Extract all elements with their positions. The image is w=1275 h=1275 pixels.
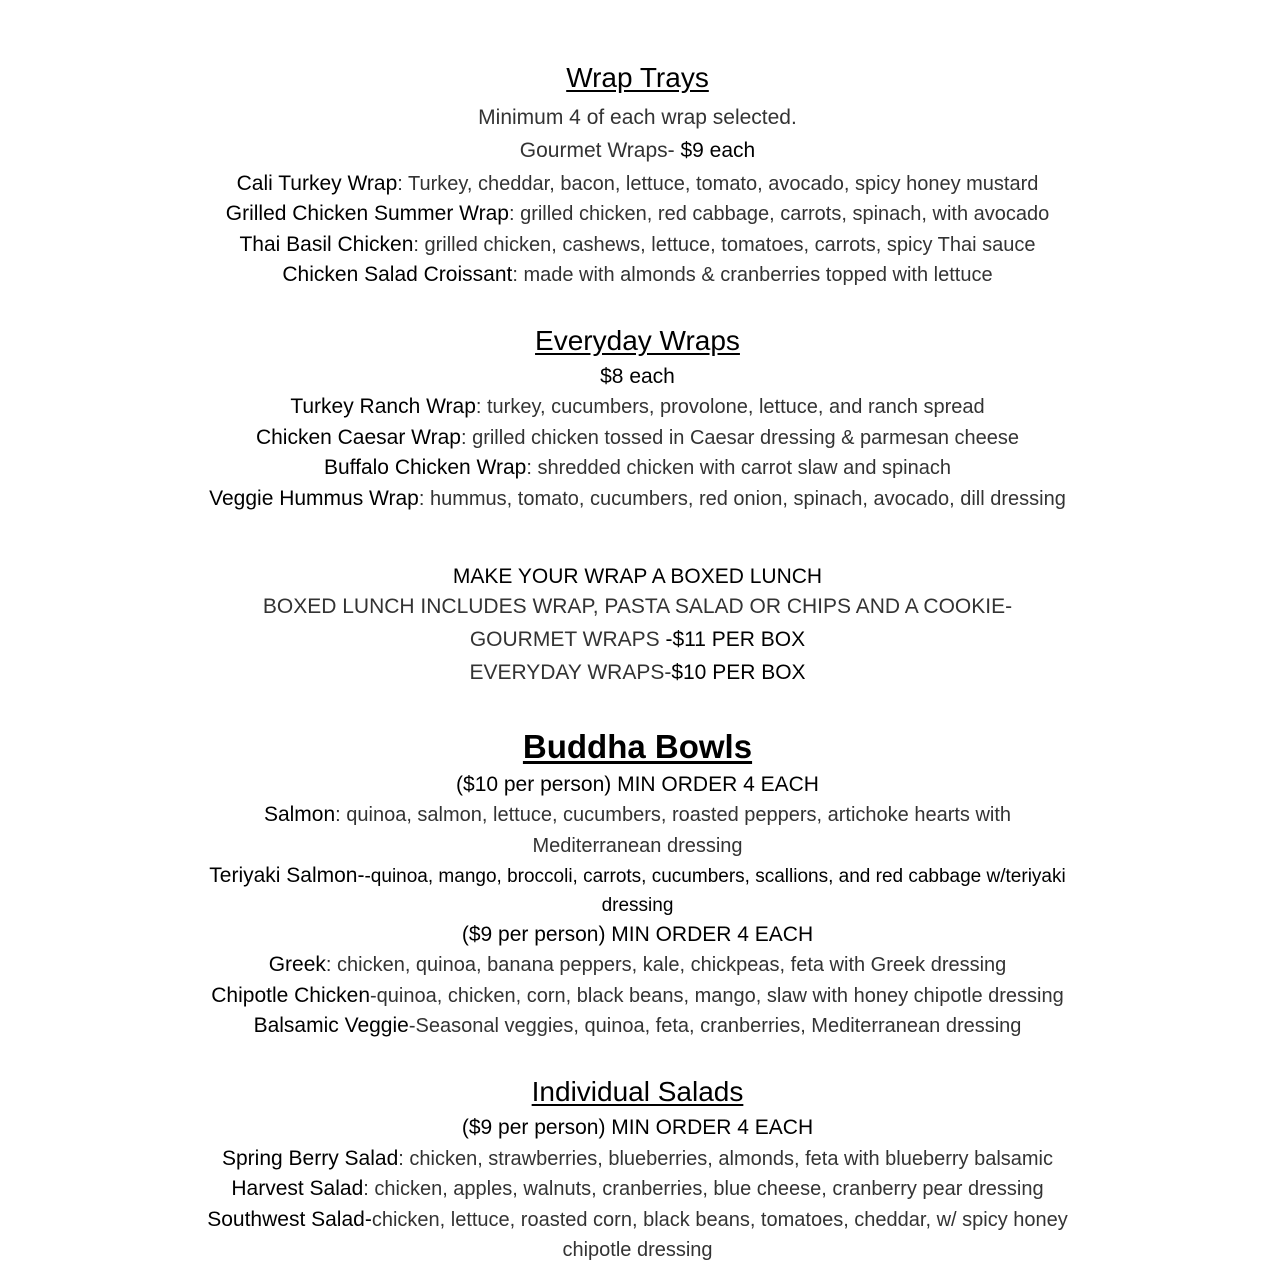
wrap-trays-price-line	[0, 136, 1275, 166]
item-description-continued: chipotle dressing	[562, 1239, 713, 1261]
item-name: Spring Berry Salad	[222, 1147, 399, 1170]
item-name: Greek	[268, 953, 326, 976]
item-name: Chicken Salad Croissant	[282, 263, 513, 286]
menu-item	[0, 800, 1275, 830]
item-name: Teriyaki Salmon-	[209, 864, 365, 887]
item-description: : chicken, quinoa, banana peppers, kale, chickpeas, feta with Greek dressing	[325, 954, 1007, 976]
item-name: Salmon	[263, 803, 336, 826]
individual-salads-price: ($9 per person) MIN ORDER 4 EACH	[461, 1116, 814, 1139]
menu-item	[0, 392, 1275, 422]
menu-item	[0, 950, 1275, 980]
item-description: : Turkey, cheddar, bacon, lettuce, tomato, avocado, spicy honey mustard	[397, 173, 1039, 195]
menu-item	[0, 169, 1275, 199]
menu-item	[0, 1144, 1275, 1174]
menu-item	[0, 1205, 1275, 1235]
item-description-continued: Mediterranean dressing	[532, 835, 743, 857]
item-description: : shredded chicken with carrot slaw and spinach	[526, 457, 951, 479]
menu-item	[0, 1011, 1275, 1041]
item-description: : made with almonds & cranberries topped with lettuce	[512, 264, 993, 286]
wrap-trays-price: $9 each	[680, 139, 756, 162]
item-name: Balsamic Veggie	[253, 1014, 409, 1037]
boxed-lunch-everyday-line	[0, 658, 1275, 688]
section-title-everyday-wraps: Everyday Wraps	[535, 325, 740, 356]
menu-item	[0, 1174, 1275, 1204]
boxed-lunch-includes: BOXED LUNCH INCLUDES WRAP, PASTA SALAD OR CHIPS AND A COOKIE-	[262, 595, 1013, 618]
item-name: Cali Turkey Wrap	[236, 172, 398, 195]
item-description: : hummus, tomato, cucumbers, red onion, spinach, avocado, dill dressing	[418, 488, 1066, 510]
menu-item	[0, 981, 1275, 1011]
item-name: Grilled Chicken Summer Wrap	[225, 202, 509, 225]
item-description: -Seasonal veggies, quinoa, feta, cranberries, Mediterranean dressing	[408, 1015, 1022, 1037]
menu-item	[0, 423, 1275, 453]
item-description: : chicken, strawberries, blueberries, almonds, feta with blueberry balsamic	[398, 1148, 1053, 1170]
item-name: Chicken Caesar Wrap	[255, 426, 461, 449]
item-name: Thai Basil Chicken	[239, 233, 414, 256]
item-description: : grilled chicken, red cabbage, carrots, spinach, with avocado	[508, 203, 1050, 225]
section-title-individual-salads: Individual Salads	[531, 1076, 744, 1107]
item-name: Chipotle Chicken	[211, 984, 371, 1007]
item-description: : grilled chicken, cashews, lettuce, tomatoes, carrots, spicy Thai sauce	[413, 234, 1036, 256]
item-description-continued: dressing	[601, 895, 674, 916]
section-title-wrap-trays: Wrap Trays	[566, 62, 709, 93]
everyday-wraps-price: $8 each	[600, 365, 675, 388]
buddha-bowls-tier2-price: ($9 per person) MIN ORDER 4 EACH	[461, 923, 814, 946]
menu-item	[0, 199, 1275, 229]
item-description: : turkey, cucumbers, provolone, lettuce, and ranch spread	[475, 396, 985, 418]
item-name: Harvest Salad	[231, 1177, 364, 1200]
item-description: : chicken, apples, walnuts, cranberries, blue cheese, cranberry pear dressing	[363, 1178, 1044, 1200]
menu-item	[0, 484, 1275, 514]
boxed-lunch-gourmet-line	[0, 625, 1275, 655]
wrap-trays-note: Minimum 4 of each wrap selected.	[478, 106, 797, 129]
item-description: : grilled chicken tossed in Caesar dressing & parmesan cheese	[460, 427, 1020, 449]
buddha-bowls-tier1-price: ($10 per person) MIN ORDER 4 EACH	[456, 773, 819, 796]
section-title-buddha-bowls: Buddha Bowls	[522, 728, 753, 765]
boxed-lunch-heading: MAKE YOUR WRAP A BOXED LUNCH	[452, 565, 823, 588]
item-description: -quinoa, chicken, corn, black beans, mango, slaw with honey chipotle dressing	[370, 985, 1064, 1007]
wrap-trays-price-label: Gourmet Wraps-	[519, 139, 681, 162]
boxed-lunch-everyday-label: EVERYDAY WRAPS-	[469, 661, 672, 684]
boxed-lunch-everyday-price: $10 PER BOX	[671, 661, 806, 684]
boxed-lunch-gourmet-price: -$11 PER BOX	[665, 628, 806, 651]
menu-item	[0, 861, 1275, 892]
item-description: chicken, lettuce, roasted corn, black beans, tomatoes, cheddar, w/ spicy honey	[371, 1209, 1068, 1231]
item-description: -quinoa, mango, broccoli, carrots, cucumbers, scallions, and red cabbage w/teriyaki	[364, 866, 1066, 887]
item-name: Veggie Hummus Wrap	[209, 487, 419, 510]
menu-item	[0, 453, 1275, 483]
menu-item	[0, 260, 1275, 290]
boxed-lunch-gourmet-label: GOURMET WRAPS	[469, 628, 666, 651]
menu-item	[0, 230, 1275, 260]
item-name: Buffalo Chicken Wrap	[323, 456, 527, 479]
item-description: : quinoa, salmon, lettuce, cucumbers, roasted peppers, artichoke hearts with	[335, 804, 1012, 826]
item-name: Turkey Ranch Wrap	[290, 395, 476, 418]
item-name: Southwest Salad-	[207, 1208, 372, 1231]
